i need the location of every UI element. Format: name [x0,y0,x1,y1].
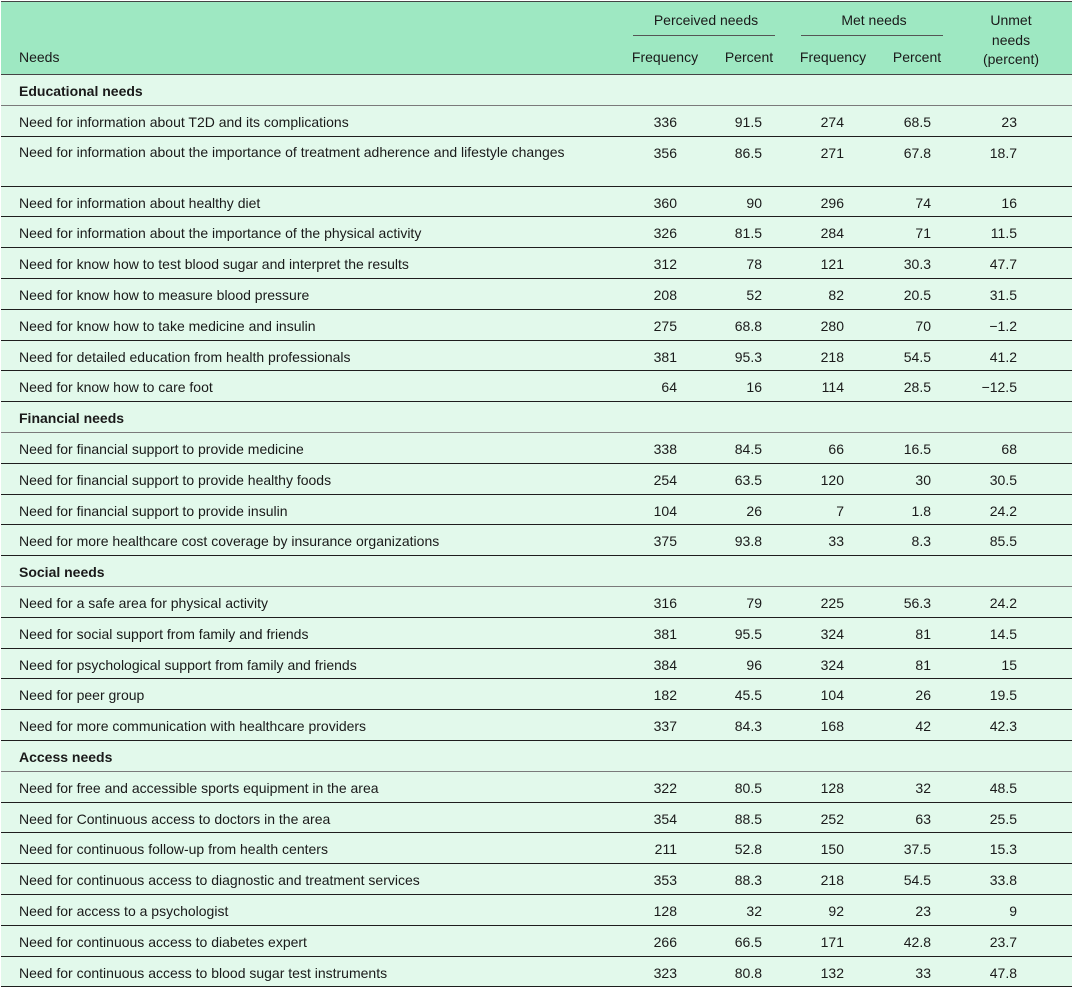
perceived-frequency-cell: 336 [653,113,677,130]
need-label: Need for Continuous access to doctors in the area [19,810,331,827]
met-percent-cell: 71 [915,225,931,242]
met-frequency-cell: 271 [820,144,844,161]
section-row [1,556,1072,587]
met-frequency-cell: 121 [820,256,844,273]
table-row [1,187,1072,218]
perceived-percent-cell: 95.3 [734,348,762,365]
perceived-frequency-cell: 375 [653,533,677,550]
need-label: Need for social support from family and friends [19,625,309,642]
perceived-frequency-cell: 323 [653,964,677,981]
perceived-percent-cell: 95.5 [734,625,762,642]
met-percent-cell: 56.3 [903,594,931,611]
needs-table [1,1,1072,987]
met-frequency-cell: 168 [820,718,844,735]
table-row [1,495,1072,526]
table-row [1,833,1072,864]
table-row [1,649,1072,680]
need-label: Need for access to a psychologist [19,902,229,919]
perceived-percent-cell: 91.5 [734,113,762,130]
perceived-percent-cell: 52.8 [734,841,762,858]
met-frequency-cell: 324 [820,625,844,642]
need-label: Need for free and accessible sports equipment in the area [19,779,379,796]
section-row [1,741,1072,772]
met-percent-cell: 30.3 [903,256,931,273]
perceived-frequency-cell: 337 [653,718,677,735]
perceived-percent-cell: 26 [746,502,762,519]
unmet-percent-cell: 41.2 [989,348,1017,365]
perceived-percent-cell: 90 [746,194,762,211]
met-frequency-cell: 7 [836,502,844,519]
met-needs-rule [801,35,943,36]
met-frequency-cell: 104 [820,687,844,704]
met-frequency-cell: 128 [820,779,844,796]
met-percent-cell: 42 [915,718,931,735]
need-label: Need for financial support to provide healthy foods [19,471,332,488]
met-percent-cell: 30 [915,471,931,488]
unmet-percent-cell: 25.5 [989,810,1017,827]
met-frequency-cell: 92 [828,902,844,919]
perceived-frequency-cell: 354 [653,810,677,827]
perceived-frequency-cell: 254 [653,471,677,488]
unmet-percent-cell: 33.8 [989,872,1017,889]
table-row [1,679,1072,710]
table-row [1,587,1072,618]
perceived-percent-cell: 32 [746,902,762,919]
section-row [1,402,1072,433]
needs-column-header: Needs [19,49,60,65]
met-percent-cell: 32 [915,779,931,796]
table-row [1,618,1072,649]
met-percent-cell: 1.8 [911,502,931,519]
table-row [1,803,1072,834]
need-label: Need for know how to measure blood pressure [19,286,310,303]
unmet-percent-cell: 23.7 [989,933,1017,950]
met-frequency-cell: 33 [828,533,844,550]
perceived-percent-cell: 63.5 [734,471,762,488]
unmet-percent-cell: 68 [1001,440,1017,457]
need-label: Need for detailed education from health professionals [19,348,351,365]
table-row [1,926,1072,957]
perceived-percent-cell: 66.5 [734,933,762,950]
met-frequency-cell: 218 [820,872,844,889]
perceived-frequency-cell: 312 [653,256,677,273]
table-row [1,217,1072,248]
met-percent-cell: 74 [915,194,931,211]
table-row [1,710,1072,741]
table-row [1,433,1072,464]
section-title: Educational needs [19,83,143,99]
perceived-frequency-cell: 128 [653,902,677,919]
need-label: Need for more communication with healthcare providers [19,718,367,735]
unmet-percent-cell: 16 [1001,194,1017,211]
met-percent-cell: 67.8 [903,144,931,161]
met-percent-cell: 68.5 [903,113,931,130]
perceived-needs-rule [633,35,775,36]
perceived-percent-cell: 79 [746,594,762,611]
unmet-percent-cell: −1.2 [989,317,1017,334]
perceived-frequency-cell: 326 [653,225,677,242]
perceived-frequency-cell: 104 [653,502,677,519]
unmet-percent-cell: 48.5 [989,779,1017,796]
met-frequency-cell: 150 [820,841,844,858]
perceived-frequency-cell: 211 [654,841,677,858]
met-frequency-header: Frequency [799,49,867,65]
unmet-percent-cell: 47.7 [989,256,1017,273]
need-label: Need for financial support to provide insulin [19,502,288,519]
table-body [1,75,1072,987]
met-percent-cell: 20.5 [903,286,931,303]
unmet-percent-cell: 9 [1009,902,1017,919]
met-percent-cell: 54.5 [903,872,931,889]
met-percent-cell: 23 [915,902,931,919]
perceived-frequency-cell: 360 [653,194,677,211]
perceived-frequency-cell: 322 [653,779,677,796]
perceived-percent-cell: 96 [746,656,762,673]
met-percent-cell: 16.5 [903,440,931,457]
met-percent-cell: 8.3 [911,533,931,550]
met-needs-header: Met needs [841,12,907,28]
need-label: Need for know how to take medicine and insulin [19,317,316,334]
met-frequency-cell: 132 [820,964,844,981]
table-row [1,525,1072,556]
table-row [1,371,1072,402]
need-label: Need for a safe area for physical activity [19,594,269,611]
section-title: Access needs [19,748,113,765]
perceived-frequency-cell: 266 [653,933,677,950]
met-percent-cell: 28.5 [903,379,931,396]
unmet-percent-cell: 14.5 [989,625,1017,642]
met-frequency-cell: 171 [820,933,844,950]
perceived-frequency-cell: 208 [653,286,677,303]
met-percent-header: Percent [892,49,942,65]
need-label: Need for know how to care foot [19,379,213,396]
unmet-percent-cell: 23 [1001,113,1017,130]
perceived-percent-cell: 68.8 [734,317,762,334]
unmet-percent-cell: 19.5 [989,687,1017,704]
perceived-percent-header: Percent [724,49,774,65]
table-row [1,137,1072,187]
table-row [1,248,1072,279]
perceived-percent-cell: 80.5 [734,779,762,796]
perceived-frequency-cell: 384 [653,656,677,673]
unmet-percent-cell: −12.5 [981,379,1017,396]
perceived-percent-cell: 84.5 [734,440,762,457]
met-percent-cell: 26 [915,687,931,704]
section-row [1,75,1072,106]
perceived-percent-cell: 86.5 [734,144,762,161]
met-frequency-cell: 280 [820,317,844,334]
need-label: Need for information about healthy diet [19,194,261,211]
unmet-percent-cell: 85.5 [989,533,1017,550]
need-label: Need for information about T2D and its complications [19,113,349,130]
perceived-percent-cell: 84.3 [734,718,762,735]
unmet-header-line: needs [991,31,1031,48]
met-frequency-cell: 296 [820,194,844,211]
unmet-percent-cell: 31.5 [989,286,1017,303]
perceived-percent-cell: 78 [746,256,762,273]
need-label: Need for information about the importance of treatment adherence and lifestyle changes [19,143,565,160]
table-row [1,464,1072,495]
perceived-frequency-cell: 338 [653,440,677,457]
table-row [1,106,1072,137]
unmet-percent-cell: 15 [1001,656,1017,673]
perceived-percent-cell: 45.5 [734,687,762,704]
unmet-header-line: (percent) [982,51,1040,67]
need-label: Need for psychological support from family and friends [19,656,357,673]
need-label: Need for continuous follow-up from health centers [19,841,328,858]
met-frequency-cell: 284 [820,225,844,242]
unmet-percent-cell: 30.5 [989,471,1017,488]
section-title: Social needs [19,564,105,581]
met-frequency-cell: 274 [820,113,844,130]
perceived-frequency-cell: 316 [653,594,677,611]
unmet-percent-cell: 47.8 [989,964,1017,981]
met-frequency-cell: 324 [820,656,844,673]
perceived-percent-cell: 88.3 [734,872,762,889]
need-label: Need for financial support to provide medicine [19,440,304,457]
met-percent-cell: 37.5 [903,841,931,858]
table-row [1,864,1072,895]
unmet-percent-cell: 42.3 [989,718,1017,735]
met-frequency-cell: 120 [820,471,844,488]
met-frequency-cell: 66 [828,440,844,457]
table-row [1,895,1072,926]
unmet-percent-cell: 24.2 [989,594,1017,611]
perceived-frequency-cell: 64 [661,379,677,396]
need-label: Need for continuous access to blood sugar test instruments [19,964,388,981]
need-label: Need for peer group [19,687,145,704]
perceived-percent-cell: 16 [746,379,762,396]
perceived-frequency-cell: 275 [653,317,677,334]
unmet-needs-header [966,11,1056,70]
perceived-frequency-cell: 353 [653,872,677,889]
perceived-frequency-cell: 356 [653,144,677,161]
met-percent-cell: 54.5 [903,348,931,365]
need-label: Need for information about the importance of the physical activity [19,225,422,242]
perceived-needs-header: Perceived needs [653,12,759,28]
met-frequency-cell: 114 [821,379,844,396]
need-label: Need for continuous access to diagnostic and treatment services [19,872,420,889]
table-row [1,772,1072,803]
need-label: Need for continuous access to diabetes expert [19,933,307,950]
unmet-header-line: Unmet [990,12,1032,28]
met-frequency-cell: 252 [820,810,844,827]
table-row [1,341,1072,372]
met-frequency-cell: 82 [828,286,844,303]
met-percent-cell: 63 [915,810,931,827]
perceived-percent-cell: 81.5 [734,225,762,242]
unmet-percent-cell: 24.2 [989,502,1017,519]
met-percent-cell: 81 [915,656,931,673]
met-percent-cell: 81 [915,625,931,642]
perceived-frequency-cell: 381 [653,625,677,642]
unmet-percent-cell: 18.7 [989,144,1017,161]
unmet-percent-cell: 11.5 [990,225,1017,242]
perceived-frequency-cell: 182 [653,687,677,704]
need-label: Need for know how to test blood sugar and interpret the results [19,256,409,273]
met-percent-cell: 33 [915,964,931,981]
section-title: Financial needs [19,410,125,427]
need-label: Need for more healthcare cost coverage by insurance organizations [19,533,440,550]
table-row [1,310,1072,341]
met-frequency-cell: 225 [820,594,844,611]
table-header [1,1,1072,75]
perceived-percent-cell: 52 [746,286,762,303]
table-row [1,957,1072,987]
perceived-percent-cell: 88.5 [734,810,762,827]
met-frequency-cell: 218 [820,348,844,365]
unmet-percent-cell: 15.3 [989,841,1017,858]
table-row [1,279,1072,310]
perceived-frequency-header: Frequency [631,49,699,65]
met-percent-cell: 42.8 [903,933,931,950]
perceived-percent-cell: 80.8 [734,964,762,981]
perceived-frequency-cell: 381 [653,348,677,365]
met-percent-cell: 70 [915,317,931,334]
perceived-percent-cell: 93.8 [734,533,762,550]
